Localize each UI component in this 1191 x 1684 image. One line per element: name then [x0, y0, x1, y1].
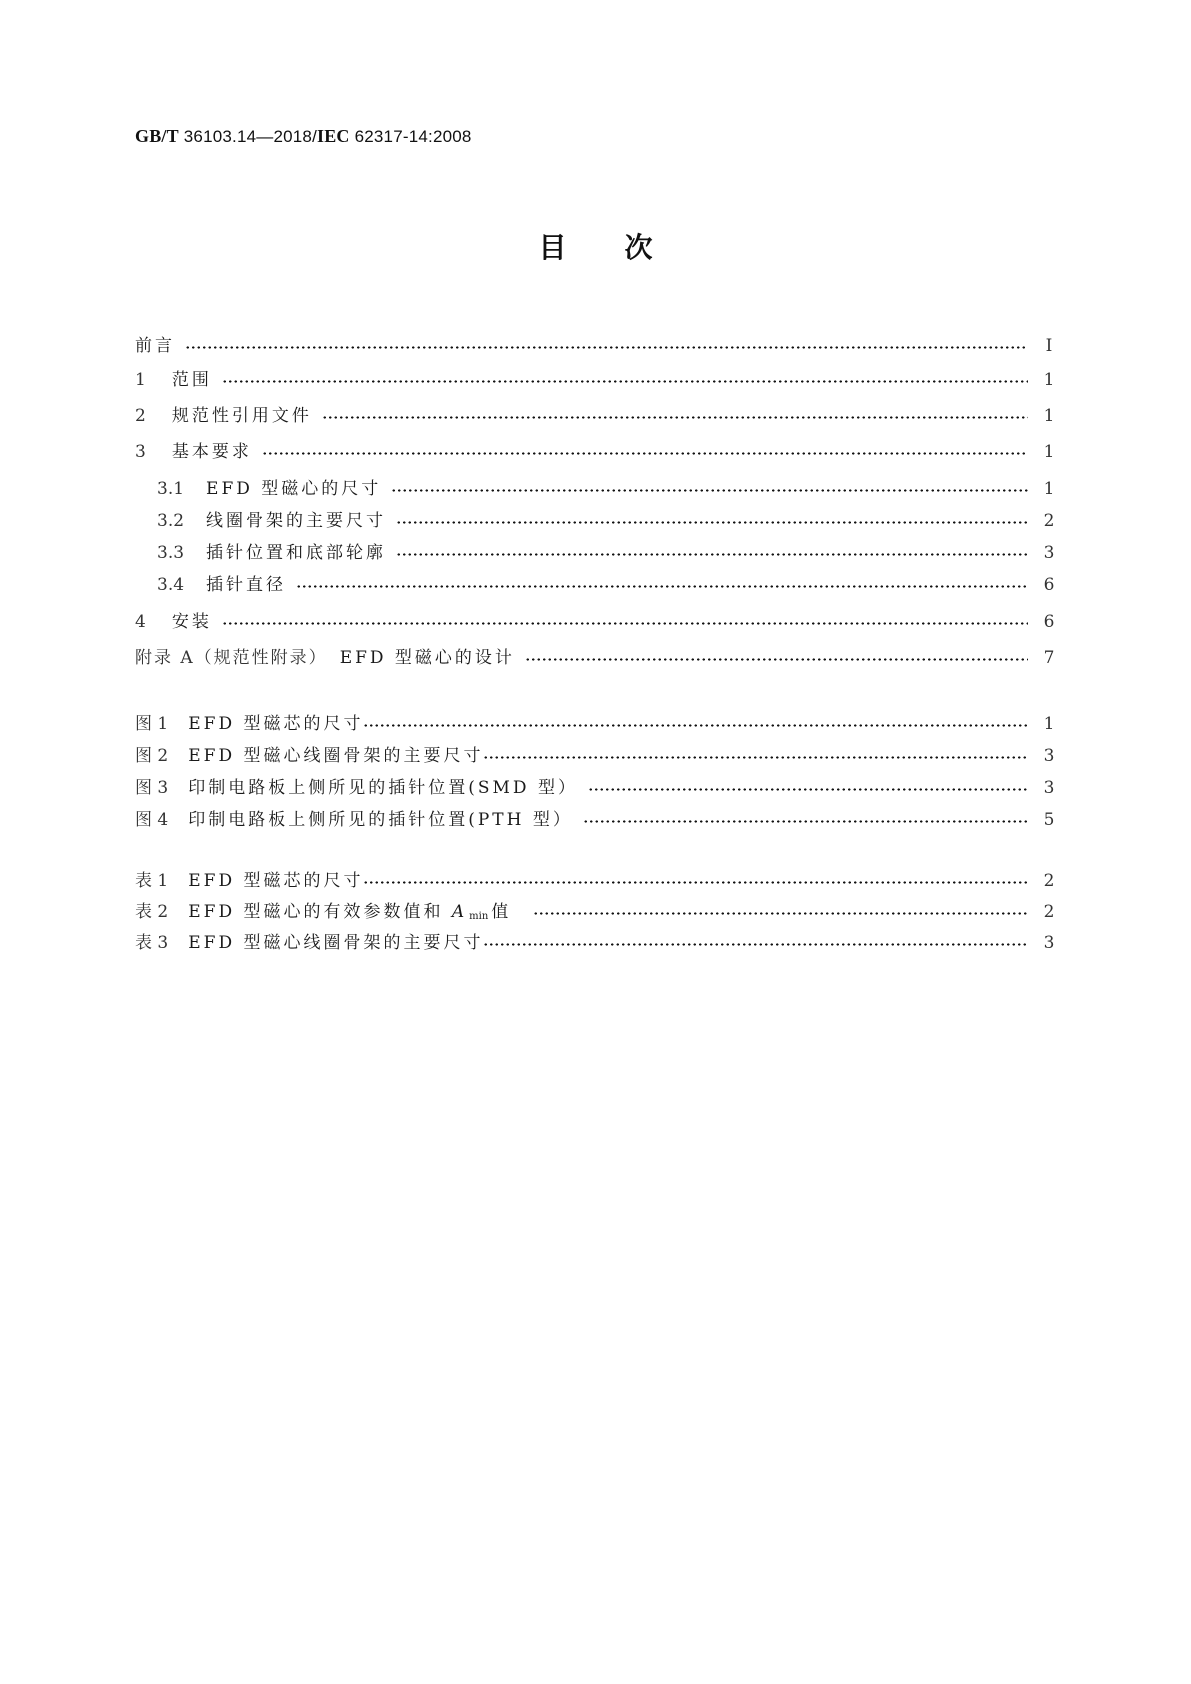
- dot-leader: [185, 337, 1028, 351]
- toc-table-2[interactable]: [135, 897, 1060, 921]
- toc-label: EFD 型磁心线圈骨架的主要尺寸: [188, 746, 484, 766]
- toc-number: 2: [135, 406, 146, 426]
- toc-label: 范围: [171, 370, 212, 390]
- toc-page: 3: [1043, 746, 1055, 766]
- toc-entry-3-1[interactable]: [157, 474, 1060, 498]
- toc-table-1[interactable]: [135, 866, 1060, 890]
- toc-page: 3: [1043, 543, 1055, 563]
- toc-page: 5: [1043, 810, 1055, 830]
- toc-number: 表 3: [135, 933, 169, 953]
- toc-label: EFD 型磁芯的尺寸: [188, 871, 364, 891]
- toc-entry-3[interactable]: [135, 437, 1060, 461]
- dot-leader: [222, 371, 1028, 385]
- dot-leader: [483, 747, 1028, 761]
- toc-figure-2[interactable]: [135, 741, 1060, 765]
- dot-leader: [363, 872, 1028, 886]
- dot-leader: [322, 407, 1028, 421]
- toc-label: 插针直径: [206, 575, 287, 595]
- toc-number: 图 3: [135, 778, 169, 798]
- toc-entry-annex-a[interactable]: [135, 643, 1060, 667]
- toc-number: 1: [135, 370, 146, 390]
- toc-number: 图 2: [135, 746, 169, 766]
- toc-label: EFD 型磁芯的尺寸: [188, 714, 364, 734]
- toc-label: 印制电路板上侧所见的插针位置(SMD 型）: [188, 778, 578, 798]
- toc-label: EFD 型磁心的设计: [339, 648, 515, 668]
- toc-entry-3-4[interactable]: [157, 570, 1060, 594]
- toc-label: 安装: [171, 612, 212, 632]
- toc-label-text: EFD 型磁心的有效参数值和: [188, 902, 444, 922]
- subscript-min: min: [469, 911, 489, 922]
- variable-a: A: [451, 902, 468, 922]
- toc-entry-1[interactable]: [135, 365, 1060, 389]
- toc-label: 插针位置和底部轮廓: [206, 543, 387, 563]
- toc-number: 3.1: [157, 479, 185, 499]
- toc-figure-3[interactable]: [135, 773, 1060, 797]
- toc-page: 6: [1043, 575, 1055, 595]
- dot-leader: [588, 779, 1028, 793]
- toc-label: 印制电路板上侧所见的插针位置(PTH 型）: [188, 810, 573, 830]
- toc-number: 3: [135, 442, 146, 462]
- toc-label: 线圈骨架的主要尺寸: [206, 511, 387, 531]
- dot-leader: [363, 715, 1028, 729]
- toc-page: 3: [1043, 778, 1055, 798]
- toc-entry-3-3[interactable]: [157, 538, 1060, 562]
- dot-leader: [222, 613, 1028, 627]
- toc-label-suffix: 值: [491, 902, 512, 922]
- dot-leader: [262, 443, 1028, 457]
- dot-leader: [483, 934, 1028, 948]
- toc-page: 1: [1043, 406, 1055, 426]
- toc-label: 规范性引用文件: [171, 406, 312, 426]
- toc-number: 3.4: [157, 575, 185, 595]
- dot-leader: [296, 576, 1028, 590]
- toc-label: 基本要求: [171, 442, 252, 462]
- iec-prefix: IEC: [317, 126, 350, 146]
- toc-entry-3-2[interactable]: [157, 506, 1060, 530]
- toc-page: 2: [1043, 871, 1055, 891]
- dot-leader: [525, 649, 1028, 663]
- toc-number: 表 2: [135, 902, 169, 922]
- toc-number: 图 1: [135, 714, 169, 734]
- toc-page: Ⅰ: [1045, 336, 1053, 356]
- page-title: 目次: [538, 231, 711, 264]
- dot-leader: [583, 811, 1028, 825]
- standard-number-header: [135, 126, 472, 147]
- toc-page: 3: [1043, 933, 1055, 953]
- toc-label: EFD 型磁心的尺寸: [206, 479, 382, 499]
- toc-page: 6: [1043, 612, 1055, 632]
- dot-leader: [396, 512, 1028, 526]
- toc-page: 2: [1043, 902, 1055, 922]
- toc-entry-foreword[interactable]: [135, 331, 1060, 355]
- toc-page: 1: [1043, 714, 1055, 734]
- toc-number: 4: [135, 612, 146, 632]
- toc-label: 前言: [135, 336, 175, 356]
- toc-number: 3.3: [157, 543, 185, 563]
- toc-figure-4[interactable]: [135, 805, 1060, 829]
- toc-figure-1[interactable]: [135, 709, 1060, 733]
- toc-entry-2[interactable]: [135, 401, 1060, 425]
- standard-number: 36103.14—2018/: [183, 127, 318, 146]
- toc-page: 1: [1043, 479, 1055, 499]
- toc-page: 7: [1043, 648, 1055, 668]
- standard-prefix: GB/T: [135, 126, 179, 146]
- toc-table-3[interactable]: [135, 928, 1060, 952]
- toc-page: 1: [1043, 442, 1055, 462]
- toc-number: 附录 A（规范性附录）: [135, 648, 328, 668]
- dot-leader: [396, 544, 1028, 558]
- toc-number: 图 4: [135, 810, 169, 830]
- iec-number: 62317-14:2008: [354, 127, 472, 146]
- dot-leader: [533, 903, 1028, 917]
- toc-number: 表 1: [135, 871, 169, 891]
- toc-label: EFD 型磁心线圈骨架的主要尺寸: [188, 933, 484, 953]
- toc-entry-4[interactable]: [135, 607, 1060, 631]
- toc-number: 3.2: [157, 511, 185, 531]
- toc-label: [188, 897, 511, 922]
- dot-leader: [391, 480, 1028, 494]
- toc-page: 1: [1043, 370, 1055, 390]
- toc-page: 2: [1043, 511, 1055, 531]
